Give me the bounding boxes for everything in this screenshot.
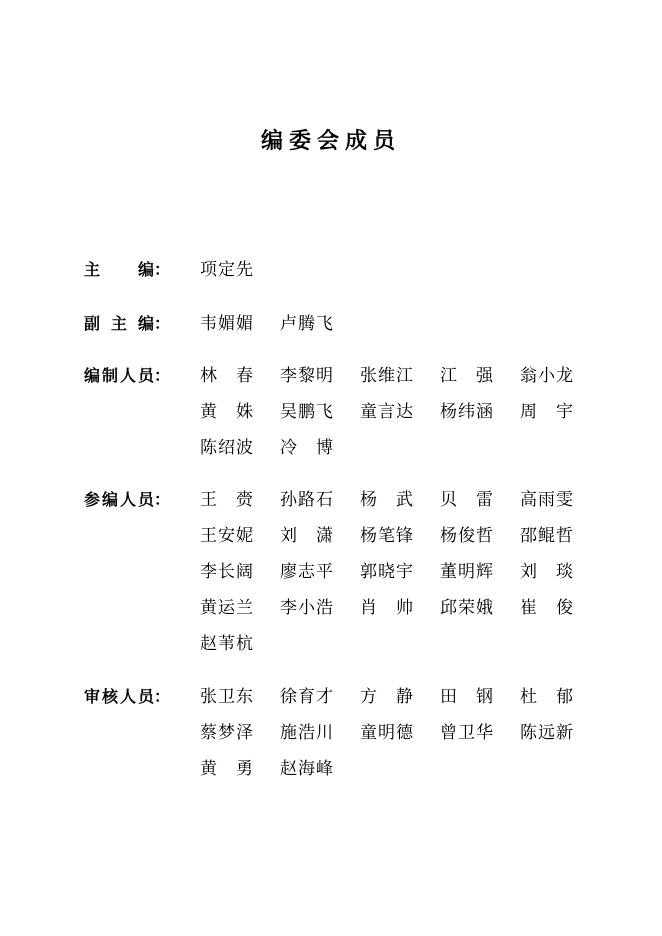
member-name: 张卫东	[200, 687, 253, 707]
member-name: 卢腾飞	[280, 314, 333, 334]
names-block	[200, 306, 620, 342]
member-name: 董明辉	[440, 562, 493, 582]
name-row	[200, 518, 620, 554]
name-row	[200, 394, 620, 430]
name-row	[200, 482, 620, 518]
member-name: 江强	[440, 366, 493, 386]
name-row	[200, 590, 620, 626]
member-name: 周宇	[520, 402, 573, 422]
names-block	[200, 679, 620, 787]
role-label: 副主编：	[84, 314, 171, 333]
member-name: 崔俊	[520, 598, 573, 618]
member-name: 童言达	[360, 402, 413, 422]
member-name: 蔡梦泽	[200, 723, 253, 743]
member-name: 赵苇杭	[200, 634, 253, 654]
name-row	[200, 715, 620, 751]
member-name: 陈绍波	[200, 438, 253, 458]
member-name: 杜郁	[520, 687, 573, 707]
member-name: 陈远新	[520, 723, 573, 743]
member-name: 廖志平	[280, 562, 333, 582]
member-name: 赵海峰	[280, 759, 333, 779]
member-name: 童明德	[360, 723, 413, 743]
member-name: 李长阔	[200, 562, 253, 582]
member-name: 王安妮	[200, 526, 253, 546]
member-name: 黄运兰	[200, 598, 253, 618]
name-row	[200, 306, 620, 342]
name-row	[200, 252, 620, 288]
member-name: 韦媚媚	[200, 314, 253, 334]
name-row	[200, 626, 620, 662]
names-block	[200, 358, 620, 466]
role-label: 主编：	[84, 260, 171, 279]
member-name: 项定先	[200, 260, 253, 280]
member-name: 肖帅	[360, 598, 413, 618]
member-name: 田钢	[440, 687, 493, 707]
role-label: 编制人员：	[84, 366, 171, 385]
member-name: 李小浩	[280, 598, 333, 618]
member-name: 贝雷	[440, 490, 493, 510]
member-name: 张维江	[360, 366, 413, 386]
member-name: 杨纬涵	[440, 402, 493, 422]
role-label: 审核人员：	[84, 687, 171, 706]
member-name: 吴鹏飞	[280, 402, 333, 422]
member-name: 林春	[200, 366, 253, 386]
member-name: 刘琰	[520, 562, 573, 582]
member-name: 方静	[360, 687, 413, 707]
member-name: 冷博	[280, 438, 333, 458]
member-name: 邱荣娥	[440, 598, 493, 618]
member-name: 刘潇	[280, 526, 333, 546]
member-name: 徐育才	[280, 687, 333, 707]
member-name: 黄姝	[200, 402, 253, 422]
name-row	[200, 679, 620, 715]
names-block	[200, 482, 620, 662]
member-name: 曾卫华	[440, 723, 493, 743]
name-row	[200, 430, 620, 466]
names-block	[200, 252, 620, 288]
member-name: 邵鲲哲	[520, 526, 573, 546]
member-name: 孙路石	[280, 490, 333, 510]
member-name: 王赍	[200, 490, 253, 510]
member-name: 杨俊哲	[440, 526, 493, 546]
member-name: 黄勇	[200, 759, 253, 779]
member-name: 郭晓宇	[360, 562, 413, 582]
member-name: 施浩川	[280, 723, 333, 743]
member-name: 高雨雯	[520, 490, 573, 510]
member-name: 杨笔锋	[360, 526, 413, 546]
name-row	[200, 554, 620, 590]
member-name: 杨武	[360, 490, 413, 510]
page-title: 编委会成员	[260, 129, 401, 154]
role-label: 参编人员：	[84, 490, 171, 509]
member-name: 李黎明	[280, 366, 333, 386]
member-name: 翁小龙	[520, 366, 573, 386]
name-row	[200, 751, 620, 787]
name-row	[200, 358, 620, 394]
